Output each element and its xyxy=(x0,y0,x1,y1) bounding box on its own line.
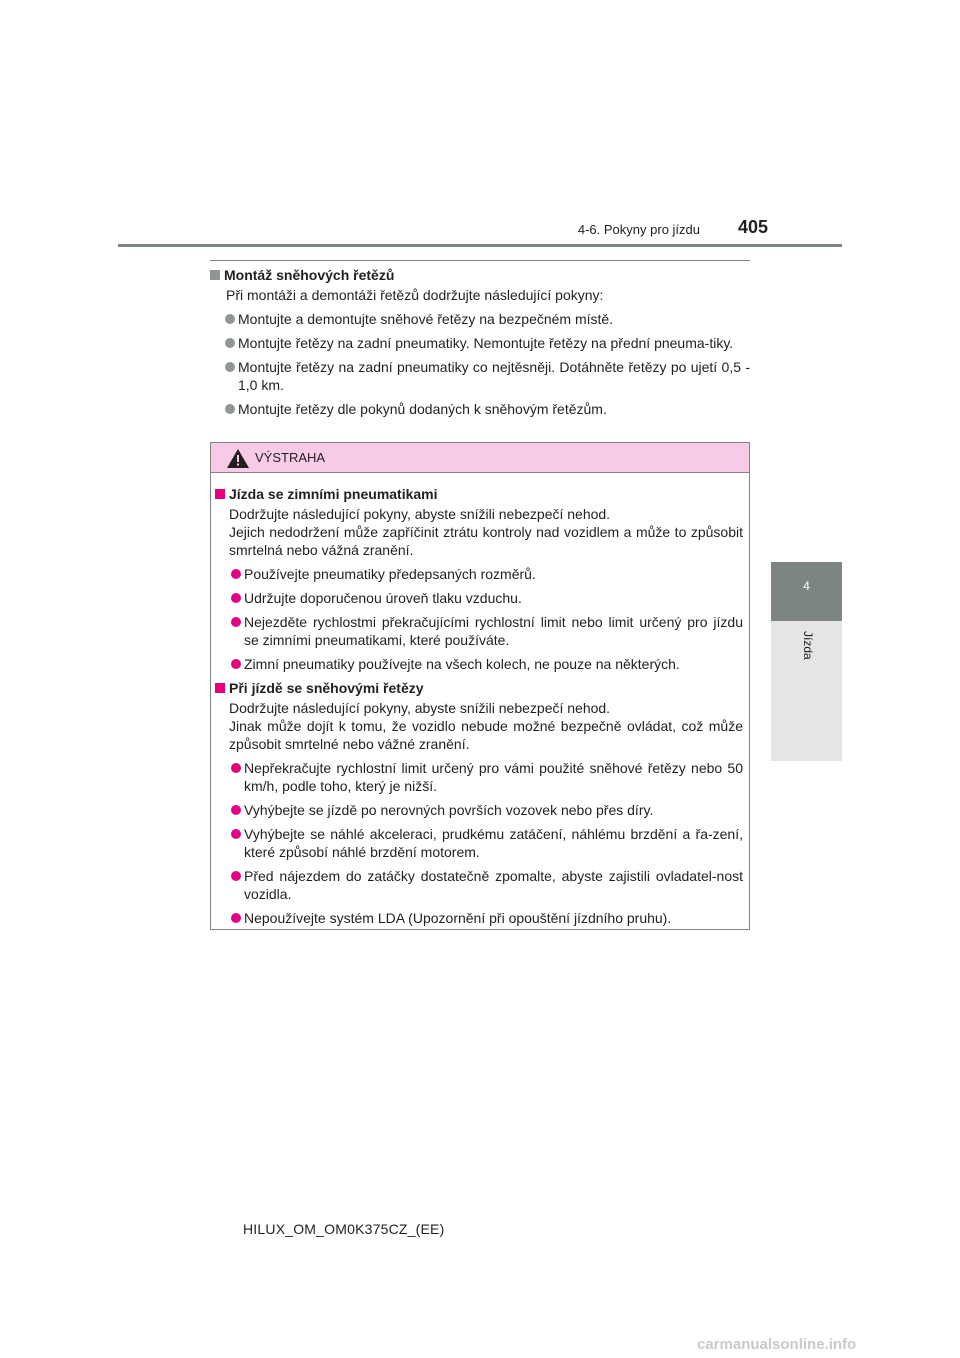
warning-header xyxy=(211,443,749,473)
bullet-dot-icon xyxy=(225,314,235,324)
chapter-number: 4 xyxy=(803,579,810,593)
list-item-text: Vyhýbejte se jízdě po nerovných površích vozovek nebo přes díry. xyxy=(244,802,654,818)
square-bullet-icon xyxy=(215,683,225,693)
list-item xyxy=(215,825,743,861)
list-item xyxy=(210,310,750,328)
section-intro: Při montáži a demontáži řetězů dodržujte následující pokyny: xyxy=(226,287,604,303)
bullet-dot-icon xyxy=(225,362,235,372)
bullet-dot-icon xyxy=(231,569,241,579)
list-item-text: Montujte řetězy na zadní pneumatiky. Nemontujte řetězy na přední pneuma-tiky. xyxy=(238,335,734,351)
list-item-text: Montujte řetězy na zadní pneumatiky co nejtěsněji. Dotáhněte řetězy po ujetí 0,5 - 1,0 km. xyxy=(238,359,750,393)
square-bullet-icon xyxy=(215,489,225,499)
warning-section-title xyxy=(215,485,743,503)
warning-section-winter-tires xyxy=(215,485,743,673)
warning-box xyxy=(210,442,750,930)
chapter-label: Jízda xyxy=(801,631,815,660)
list-item xyxy=(215,801,743,819)
warning-intro: Jinak může dojít k tomu, že vozidlo nebude možné bezpečně ovládat, což může způsobit smrtelné nebo vážné zranění. xyxy=(229,718,743,752)
bullet-dot-icon xyxy=(231,805,241,815)
bullet-dot-icon xyxy=(225,404,235,414)
list-item-text: Před nájezdem do zatáčky dostatečně zpomalte, abyste zajistili ovladatel-nost vozidla. xyxy=(244,868,743,902)
list-item-text: Používejte pneumatiky předepsaných rozměrů. xyxy=(244,566,536,582)
warning-intro: Jejich nedodržení může zapříčinit ztrátu kontroly nad vozidlem a může to způsobit smrtelná nebo vážná zranění. xyxy=(229,524,743,558)
list-item xyxy=(215,655,743,673)
list-item xyxy=(215,909,743,927)
warning-body xyxy=(211,473,749,927)
list-item-text: Nepoužívejte systém LDA (Upozornění při opouštění jízdního pruhu). xyxy=(244,910,672,926)
section-rule xyxy=(210,260,750,261)
section-title xyxy=(210,266,750,284)
warning-section-title-text: Jízda se zimními pneumatikami xyxy=(229,486,438,502)
list-item xyxy=(215,867,743,903)
watermark: carmanualsonline.info xyxy=(697,1336,857,1353)
list-item-text: Montujte řetězy dle pokynů dodaných k sněhovým řetězům. xyxy=(238,401,607,417)
list-item xyxy=(215,759,743,795)
section-bullet-list xyxy=(210,310,750,418)
list-item-text: Zimní pneumatiky používejte na všech kolech, ne pouze na některých. xyxy=(244,656,680,672)
bullet-dot-icon xyxy=(231,913,241,923)
header-section-title: 4-6. Pokyny pro jízdu xyxy=(577,222,700,237)
list-item xyxy=(210,334,750,352)
list-item-text: Vyhýbejte se náhlé akceleraci, prudkému zatáčení, náhlému brzdění a řa-zení, které způsobí náhlé brzdění motorem. xyxy=(244,826,743,860)
section-title-text: Montáž sněhových řetězů xyxy=(224,267,395,283)
warning-section-title-text: Při jízdě se sněhovými řetězy xyxy=(229,680,424,696)
list-item-text: Montujte a demontujte sněhové řetězy na bezpečném místě. xyxy=(238,311,614,327)
chapter-tab xyxy=(771,562,842,621)
chapter-side xyxy=(771,621,842,761)
bullet-dot-icon xyxy=(231,829,241,839)
warning-section-title xyxy=(215,679,743,697)
list-item-text: Nepřekračujte rychlostní limit určený pro vámi použité sněhové řetězy nebo 50 km/h, podle toho, který je nižší. xyxy=(244,760,743,794)
header-rule xyxy=(118,244,842,247)
list-item xyxy=(210,400,750,418)
page-number: 405 xyxy=(738,217,769,237)
warning-section-snow-chains xyxy=(215,679,743,927)
list-item-text: Udržujte doporučenou úroveň tlaku vzduchu. xyxy=(244,590,522,606)
list-item xyxy=(210,358,750,394)
list-item xyxy=(215,589,743,607)
bullet-dot-icon xyxy=(231,617,241,627)
bullet-dot-icon xyxy=(231,763,241,773)
bullet-dot-icon xyxy=(231,593,241,603)
section-snow-chains xyxy=(210,266,750,418)
warning-intro: Dodržujte následující pokyny, abyste snížili nebezpečí nehod. xyxy=(229,700,611,716)
list-item xyxy=(215,565,743,583)
bullet-dot-icon xyxy=(225,338,235,348)
bullet-dot-icon xyxy=(231,871,241,881)
manual-code: HILUX_OM_OM0K375CZ_(EE) xyxy=(243,1221,445,1237)
square-bullet-icon xyxy=(210,270,220,280)
warning-intro: Dodržujte následující pokyny, abyste snížili nebezpečí nehod. xyxy=(229,506,611,522)
list-item-text: Nejezděte rychlostmi překračujícími rychlostní limit nebo limit určený pro jízdu se zimními pneumatikami, které používáte. xyxy=(244,614,743,648)
warning-triangle-icon xyxy=(227,449,249,468)
list-item xyxy=(215,613,743,649)
bullet-dot-icon xyxy=(231,659,241,669)
warning-title: VÝSTRAHA xyxy=(255,450,326,465)
